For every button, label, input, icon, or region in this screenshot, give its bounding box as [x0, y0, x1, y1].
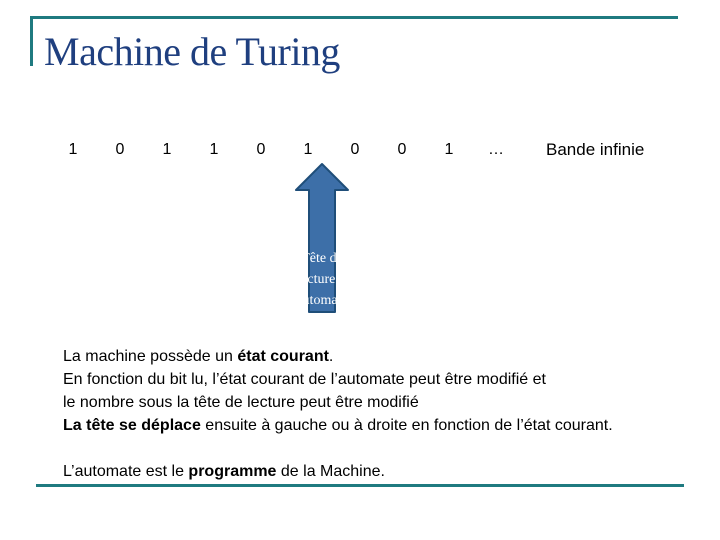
- tape-cell: 1: [285, 130, 331, 170]
- tape-cell: 0: [97, 130, 143, 170]
- tape-label: Bande infinie: [546, 140, 645, 159]
- body-text-run: de la Machine.: [276, 463, 385, 480]
- body-text-run: La machine possède un: [63, 348, 238, 365]
- body-line: [63, 345, 703, 368]
- body-line: le nombre sous la tête de lecture peut être modifié: [63, 394, 419, 411]
- read-head-label-line: Tête de: [301, 251, 343, 266]
- tape-cell: 1: [144, 130, 190, 170]
- body-line: [63, 414, 703, 437]
- tape-cell: 0: [332, 130, 378, 170]
- read-head-label-line: lecture +: [297, 272, 347, 287]
- frame-top-rule: [30, 16, 678, 19]
- body-bold-run: La tête se déplace: [63, 417, 201, 434]
- body-bold-run: état courant: [237, 348, 329, 365]
- tape-cell: 0: [238, 130, 284, 170]
- slide-title: Machine de Turing: [44, 29, 340, 74]
- tape-cell: 0: [379, 130, 425, 170]
- read-head-label-line: automate: [296, 293, 348, 308]
- tape-cell: 1: [50, 130, 96, 170]
- frame-left-rule: [30, 16, 33, 66]
- paragraph-gap: [63, 437, 703, 460]
- body-line: En fonction du bit lu, l’état courant de l’automate peut être modifié et: [63, 371, 546, 388]
- tape-cell: 1: [191, 130, 237, 170]
- body-line: [63, 460, 703, 483]
- body-bold-run: programme: [188, 463, 277, 480]
- tape-ellipsis: …: [473, 130, 519, 170]
- tape-cell: 1: [426, 130, 472, 170]
- body-text-run: .: [328, 348, 334, 365]
- frame-bottom-rule: [36, 484, 684, 487]
- body-text-run: L’automate est le: [63, 463, 189, 480]
- slide-body: [63, 345, 703, 483]
- read-head-label: [290, 248, 354, 311]
- body-text-run: ensuite à gauche ou à droite en fonction de l’état courant.: [200, 417, 613, 434]
